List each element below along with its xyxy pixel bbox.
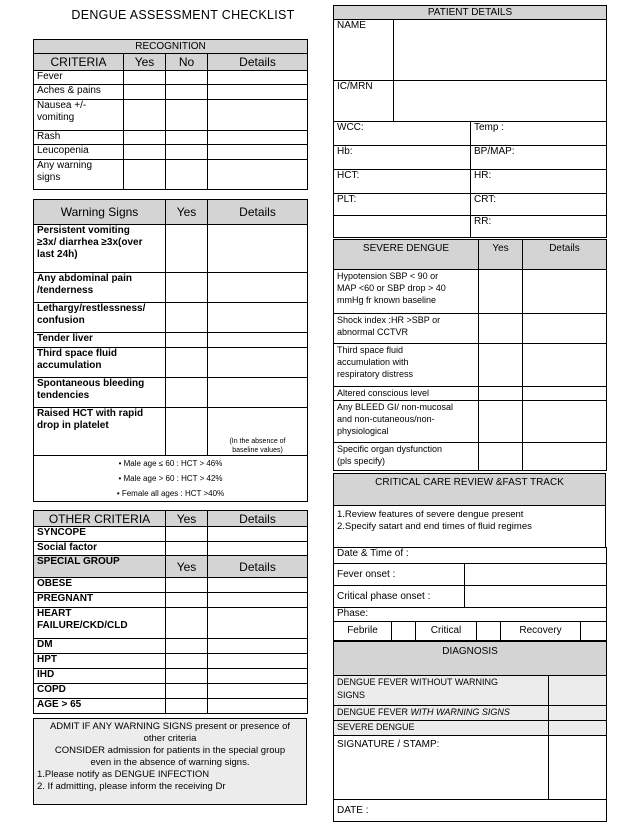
- no-col: No: [166, 54, 208, 71]
- checkbox-cell[interactable]: [124, 131, 166, 145]
- admit-line-3: 1.Please notify as DENGUE INFECTION: [37, 769, 210, 780]
- phase-table: [333, 607, 607, 641]
- warning-item: Third space fluid accumulation: [34, 348, 166, 378]
- ic-field[interactable]: [394, 81, 607, 122]
- warning-item: Raised HCT with rapid drop in platelet: [34, 408, 166, 456]
- checkbox-cell[interactable]: [479, 314, 523, 344]
- details-cell[interactable]: [523, 344, 607, 387]
- warning-item: Any abdominal pain /tenderness: [34, 273, 166, 303]
- details-cell[interactable]: [208, 160, 308, 190]
- checkbox-cell[interactable]: [166, 131, 208, 145]
- baseline-note: (In the absence of baseline values): [208, 408, 308, 456]
- admit-line-2: CONSIDER admission for patients in the special group even in the absence of warning signs.: [54, 745, 286, 768]
- yes-col: Yes: [124, 54, 166, 71]
- severe-dengue-col: SEVERE DENGUE: [334, 240, 479, 270]
- warning-item: Tender liver: [34, 333, 166, 348]
- yes-col: Yes: [166, 511, 208, 527]
- row-ihd: IHD: [34, 669, 166, 684]
- details-cell[interactable]: [208, 578, 308, 593]
- details-cell[interactable]: [523, 387, 607, 401]
- details-cell[interactable]: [208, 273, 308, 303]
- details-cell[interactable]: [208, 131, 308, 145]
- details-cell[interactable]: [208, 527, 308, 542]
- special-group-table: [33, 555, 308, 714]
- dx-with-warning-prefix: DENGUE FEVER: [337, 707, 411, 717]
- details-cell[interactable]: [208, 100, 308, 131]
- other-criteria-col: OTHER CRITERIA: [34, 511, 166, 527]
- details-cell[interactable]: [208, 71, 308, 85]
- criteria-col: CRITERIA: [34, 54, 124, 71]
- checkbox-cell[interactable]: [166, 542, 208, 556]
- dx-checkbox[interactable]: [549, 721, 607, 736]
- checkbox-cell[interactable]: [124, 71, 166, 85]
- warning-item: Lethargy/restlessness/ confusion: [34, 303, 166, 333]
- row-obese: OBESE: [34, 578, 166, 593]
- crt-field[interactable]: CRT:: [471, 194, 607, 216]
- phase-critical-checkbox[interactable]: [477, 622, 501, 641]
- checkbox-cell[interactable]: [166, 684, 208, 699]
- admit-box: [33, 718, 307, 805]
- dx-with-warning-emphasis: WITH WARNING SIGNS: [410, 707, 510, 717]
- severe-dengue-table: [333, 239, 607, 471]
- checkbox-cell[interactable]: [166, 333, 208, 348]
- checkbox-cell[interactable]: [124, 100, 166, 131]
- datetime-label: Date & Time of :: [334, 548, 607, 564]
- details-cell[interactable]: [208, 378, 308, 408]
- signature-extra[interactable]: [549, 736, 607, 800]
- checkbox-cell[interactable]: [166, 85, 208, 100]
- critical-care-table: [333, 473, 606, 548]
- rr-field[interactable]: RR:: [471, 216, 607, 238]
- blank-field[interactable]: [334, 216, 471, 238]
- temp-field[interactable]: Temp :: [471, 122, 607, 146]
- name-label: NAME: [334, 20, 394, 81]
- details-cell[interactable]: [208, 639, 308, 654]
- datetime-table: [333, 547, 607, 608]
- yes-col: Yes: [166, 556, 208, 578]
- date-field[interactable]: DATE :: [334, 800, 607, 822]
- checkbox-cell[interactable]: [166, 100, 208, 131]
- checkbox-cell[interactable]: [166, 639, 208, 654]
- checkbox-cell[interactable]: [166, 225, 208, 273]
- checkbox-cell[interactable]: [166, 699, 208, 714]
- checkbox-cell[interactable]: [479, 270, 523, 314]
- critical-onset-field[interactable]: [465, 586, 607, 608]
- details-cell[interactable]: [208, 654, 308, 669]
- phase-label: Phase:: [334, 608, 607, 622]
- yes-col: Yes: [166, 200, 208, 225]
- row-syncope: SYNCOPE: [34, 527, 166, 542]
- phase-febrile: Febrile: [334, 622, 392, 641]
- row-aches: Aches & pains: [34, 85, 124, 100]
- checkbox-cell[interactable]: [166, 160, 208, 190]
- wcc-field[interactable]: WCC:: [334, 122, 471, 146]
- checkbox-cell[interactable]: [166, 669, 208, 684]
- recognition-header: RECOGNITION: [34, 40, 308, 54]
- details-col: Details: [208, 200, 308, 225]
- checkbox-cell[interactable]: [166, 71, 208, 85]
- critical-care-body: [334, 506, 606, 548]
- page-title: DENGUE ASSESSMENT CHECKLIST: [71, 8, 295, 22]
- fever-onset-label: Fever onset :: [334, 564, 465, 586]
- details-col: Details: [208, 556, 308, 578]
- details-cell[interactable]: [208, 333, 308, 348]
- row-rash: Rash: [34, 131, 124, 145]
- diagnosis-table: [333, 641, 607, 822]
- checkbox-cell[interactable]: [124, 145, 166, 160]
- signature-field[interactable]: SIGNATURE / STAMP:: [334, 736, 549, 800]
- row-age: AGE > 65: [34, 699, 166, 714]
- checkbox-cell[interactable]: [479, 401, 523, 443]
- checkbox-cell[interactable]: [166, 608, 208, 639]
- checkbox-cell[interactable]: [479, 443, 523, 471]
- critical-onset-label: Critical phase onset :: [334, 586, 465, 608]
- checkbox-cell[interactable]: [124, 85, 166, 100]
- row-fever: Fever: [34, 71, 124, 85]
- checkbox-cell[interactable]: [166, 527, 208, 542]
- checkbox-cell[interactable]: [166, 378, 208, 408]
- severe-item: Hypotension SBP < 90 or MAP <60 or SBP drop > 40 mmHg fr known baseline: [334, 270, 479, 314]
- hb-field[interactable]: Hb:: [334, 146, 471, 170]
- details-cell[interactable]: [523, 314, 607, 344]
- checkbox-cell[interactable]: [166, 578, 208, 593]
- admit-note: [34, 719, 307, 805]
- checkbox-cell[interactable]: [479, 387, 523, 401]
- details-col: Details: [208, 54, 308, 71]
- details-cell[interactable]: [208, 542, 308, 556]
- checkbox-cell[interactable]: [166, 273, 208, 303]
- special-group-col: SPECIAL GROUP: [34, 556, 166, 578]
- details-cell[interactable]: [208, 225, 308, 273]
- checkbox-cell[interactable]: [166, 145, 208, 160]
- fever-onset-field[interactable]: [465, 564, 607, 586]
- bp-field[interactable]: BP/MAP:: [471, 146, 607, 170]
- critical-line-2: 2.Specify satart and end times of fluid regimes: [337, 521, 532, 532]
- details-col: Details: [523, 240, 607, 270]
- checkbox-cell[interactable]: [166, 654, 208, 669]
- hr-field[interactable]: HR:: [471, 170, 607, 194]
- details-cell[interactable]: [208, 85, 308, 100]
- details-cell[interactable]: [208, 684, 308, 699]
- row-pregnant: PREGNANT: [34, 593, 166, 608]
- recognition-table: [33, 39, 308, 190]
- row-hpt: HPT: [34, 654, 166, 669]
- details-cell[interactable]: [208, 593, 308, 608]
- admit-line-4: 2. If admitting, please inform the receiving Dr: [37, 781, 226, 792]
- details-cell[interactable]: [208, 608, 308, 639]
- hct-female: • Female all ages : HCT >40%: [116, 489, 225, 498]
- details-cell[interactable]: [523, 443, 607, 471]
- row-leucopenia: Leucopenia: [34, 145, 124, 160]
- severe-item: Specific organ dysfunction (pls specify): [334, 443, 479, 471]
- row-warning-signs: Any warning signs: [34, 160, 124, 190]
- hct-male-le60: • Male age ≤ 60 : HCT > 46%: [118, 459, 223, 468]
- dx-with-warning: [334, 706, 549, 721]
- diagnosis-header: DIAGNOSIS: [334, 642, 607, 676]
- warning-item: Persistent vomiting ≥3x/ diarrhea ≥3x(over last 24h): [34, 225, 166, 273]
- details-cell[interactable]: [523, 270, 607, 314]
- checkbox-cell[interactable]: [166, 593, 208, 608]
- checkbox-cell[interactable]: [166, 348, 208, 378]
- admit-line-1: ADMIT IF ANY WARNING SIGNS present or presence of other criteria: [49, 721, 291, 744]
- row-copd: COPD: [34, 684, 166, 699]
- details-col: Details: [208, 511, 308, 527]
- warning-signs-table: [33, 199, 308, 502]
- details-cell[interactable]: [208, 348, 308, 378]
- ic-label: IC/MRN: [334, 81, 394, 122]
- row-nausea: Nausea +/- vomiting: [34, 100, 124, 131]
- critical-line-1: 1.Review features of severe dengue present: [337, 509, 524, 520]
- details-cell[interactable]: [523, 401, 607, 443]
- phase-critical: Critical: [416, 622, 477, 641]
- hct-male-gt60: • Male age > 60 : HCT > 42%: [118, 474, 223, 483]
- checkbox-cell[interactable]: [166, 408, 208, 456]
- dx-without-warning: DENGUE FEVER WITHOUT WARNING SIGNS: [334, 676, 549, 706]
- hct-field[interactable]: HCT:: [334, 170, 471, 194]
- details-cell[interactable]: [208, 669, 308, 684]
- severe-item: Altered conscious level: [334, 387, 479, 401]
- row-dm: DM: [34, 639, 166, 654]
- warning-item: Spontaneous bleeding tendencies: [34, 378, 166, 408]
- dx-checkbox[interactable]: [549, 676, 607, 706]
- patient-details-table: [333, 5, 607, 238]
- yes-col: Yes: [479, 240, 523, 270]
- checkbox-cell[interactable]: [124, 160, 166, 190]
- plt-field[interactable]: PLT:: [334, 194, 471, 216]
- checkbox-cell[interactable]: [479, 344, 523, 387]
- dx-checkbox[interactable]: [549, 706, 607, 721]
- details-cell[interactable]: [208, 145, 308, 160]
- severe-item: Any BLEED GI/ non-mucosal and non-cutaneous/non- physiological: [334, 401, 479, 443]
- checkbox-cell[interactable]: [166, 303, 208, 333]
- phase-febrile-checkbox[interactable]: [392, 622, 416, 641]
- patient-details-header: PATIENT DETAILS: [334, 6, 607, 20]
- phase-recovery-checkbox[interactable]: [581, 622, 607, 641]
- warning-signs-col: Warning Signs: [34, 200, 166, 225]
- name-field[interactable]: [394, 20, 607, 81]
- phase-recovery: Recovery: [501, 622, 581, 641]
- row-social: Social factor: [34, 542, 166, 556]
- row-heart-failure: HEART FAILURE/CKD/CLD: [34, 608, 166, 639]
- dx-severe: SEVERE DENGUE: [334, 721, 549, 736]
- details-cell[interactable]: [208, 699, 308, 714]
- severe-item: Third space fluid accumulation with respiratory distress: [334, 344, 479, 387]
- details-cell[interactable]: [208, 303, 308, 333]
- severe-item: Shock index :HR >SBP or abnormal CCTVR: [334, 314, 479, 344]
- critical-care-header: CRITICAL CARE REVIEW &FAST TRACK: [334, 474, 606, 506]
- hct-thresholds: [34, 456, 308, 502]
- other-criteria-table: [33, 510, 308, 556]
